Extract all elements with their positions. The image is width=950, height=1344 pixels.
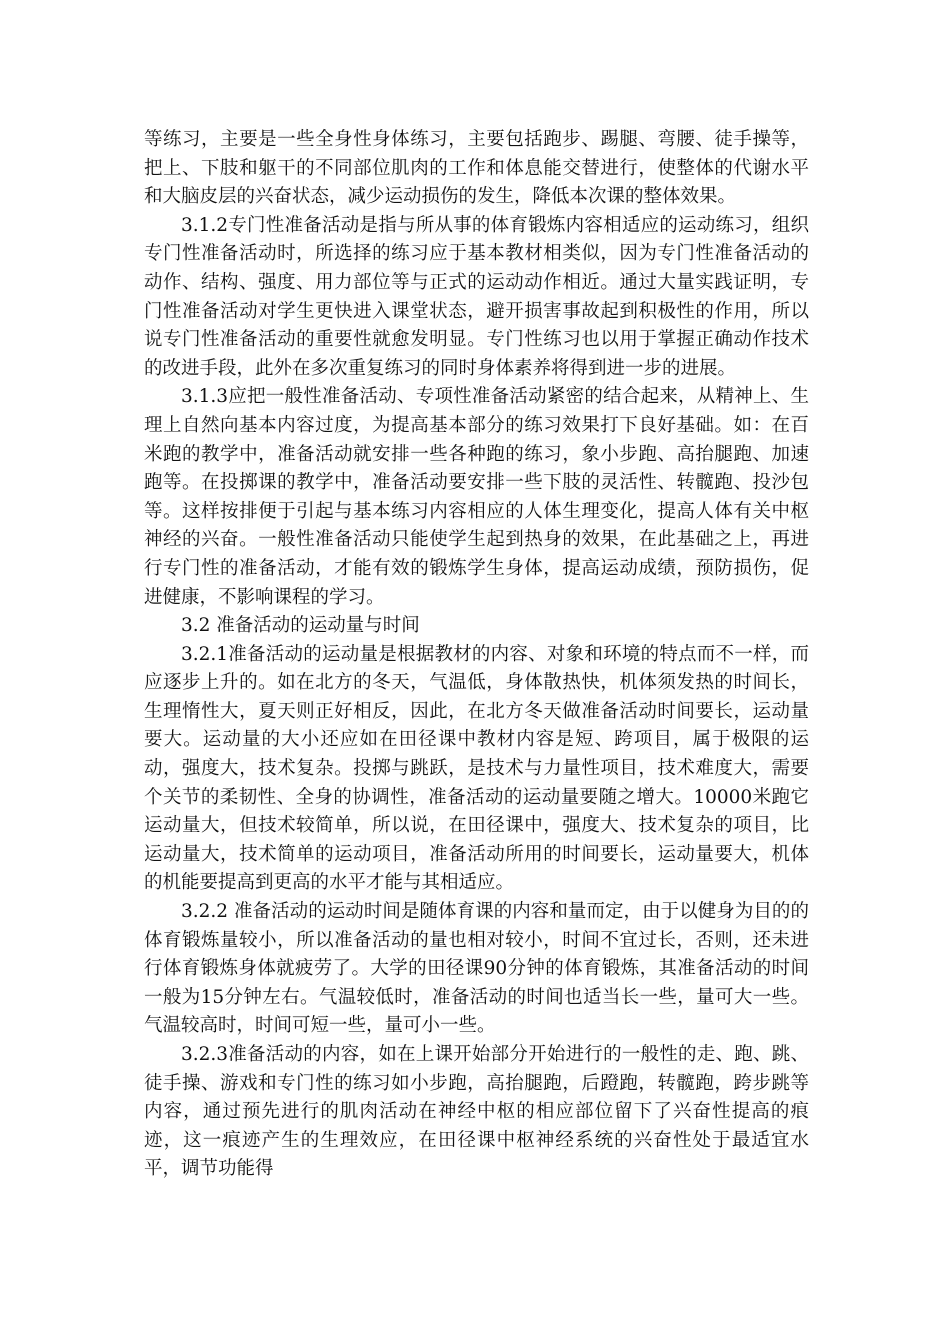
paragraph-3-2-2: 3.2.2 准备活动的运动时间是随体育课的内容和量而定，由于以健身为目的的体育锻炼量较小，所以准备活动的量也相对较小，时间不宜过长，否则，还未进行体育锻炼身体就疲劳了。大学的田径课90分钟的体育锻炼，其准备活动的时间一般为15分钟左右。气温较低时，准备活动的时间也适当长一些，量可大一些。气温较高时，时间可短一些，量可小一些。 [144, 901, 809, 1037]
paragraph-3-2-1: 3.2.1准备活动的运动量是根据教材的内容、对象和环境的特点而不一样，而应逐步上升的。如在北方的冬天，气温低，身体散热快，机体须发热的时间长，生理惰性大，夏天则正好相反，因此，在北方冬天做准备活动时间要长，运动量要大。运动量的大小还应如在田径课中教材内容是短、跨项目，属于极限的运动，强度大，技术复杂。投掷与跳跃，是技术与力量性项目，技术难度大，需要个关节的柔韧性、全身的协调性，准备活动的运动量要随之增大。10000米跑它运动量大，但技术较简单，所以说，在田径课中，强度大、技术复杂的项目，比运动量大，技术简单的运动项目，准备活动所用的时间要长，运动量要大，机体的机能要提高到更高的水平才能与其相适应。 [144, 643, 809, 894]
paragraph-3-2-3: 3.2.3准备活动的内容，如在上课开始部分开始进行的一般性的走、跑、跳、徒手操、游戏和专门性的练习如小步跑，高抬腿跑，后蹬跑，转髋跑，跨步跳等内容，通过预先进行的肌肉活动在神经中枢的相应部位留下了兴奋性提高的痕迹，这一痕迹产生的生理效应，在田径课中枢神经系统的兴奋性处于最适宜水平，调节功能得 [144, 1044, 809, 1180]
paragraph-3-1-3: 3.1.3应把一般性准备活动、专项性准备活动紧密的结合起来，从精神上、生理上自然向基本内容过度，为提高基本部分的练习效果打下良好基础。如：在百米跑的教学中，准备活动就安排一些各种跑的练习，象小步跑、高抬腿跑、加速跑等。在投掷课的教学中，准备活动要安排一些下肢的灵活性、转髋跑、投沙包等。这样按排便于引起与基本练习内容相应的人体生理变化，提高人体有关中枢神经的兴奋。一般性准备活动只能使学生起到热身的效果，在此基础之上，再进行专门性的准备活动，才能有效的锻炼学生身体，提高运动成绩，预防损伤，促进健康，不影响课程的学习。 [144, 386, 809, 608]
section-heading-3-2: 3.2 准备活动的运动量与时间 [181, 615, 420, 637]
document-page [144, 126, 809, 1184]
paragraph-warmup-general-continued: 等练习，主要是一些全身性身体练习，主要包括跑步、踢腿、弯腰、徒手操等，把上、下肢和躯干的不同部位肌肉的工作和体息能交替进行，使整体的代谢水平和大脑皮层的兴奋状态，减少运动损伤的发生，降低本次课的整体效果。 [144, 129, 809, 208]
paragraph-3-1-2: 3.1.2专门性准备活动是指与所从事的体育锻炼内容相适应的运动练习，组织专门性准备活动时，所选择的练习应于基本教材相类似，因为专门性准备活动的动作、结构、强度、用力部位等与正式的运动动作相近。通过大量实践证明，专门性准备活动对学生更快进入课堂状态，避开损害事故起到积极性的作用，所以说专门性准备活动的重要性就愈发明显。专门性练习也以用于掌握正确动作技术的改进手段，此外在多次重复练习的同时身体素养将得到进一步的进展。 [144, 214, 809, 379]
